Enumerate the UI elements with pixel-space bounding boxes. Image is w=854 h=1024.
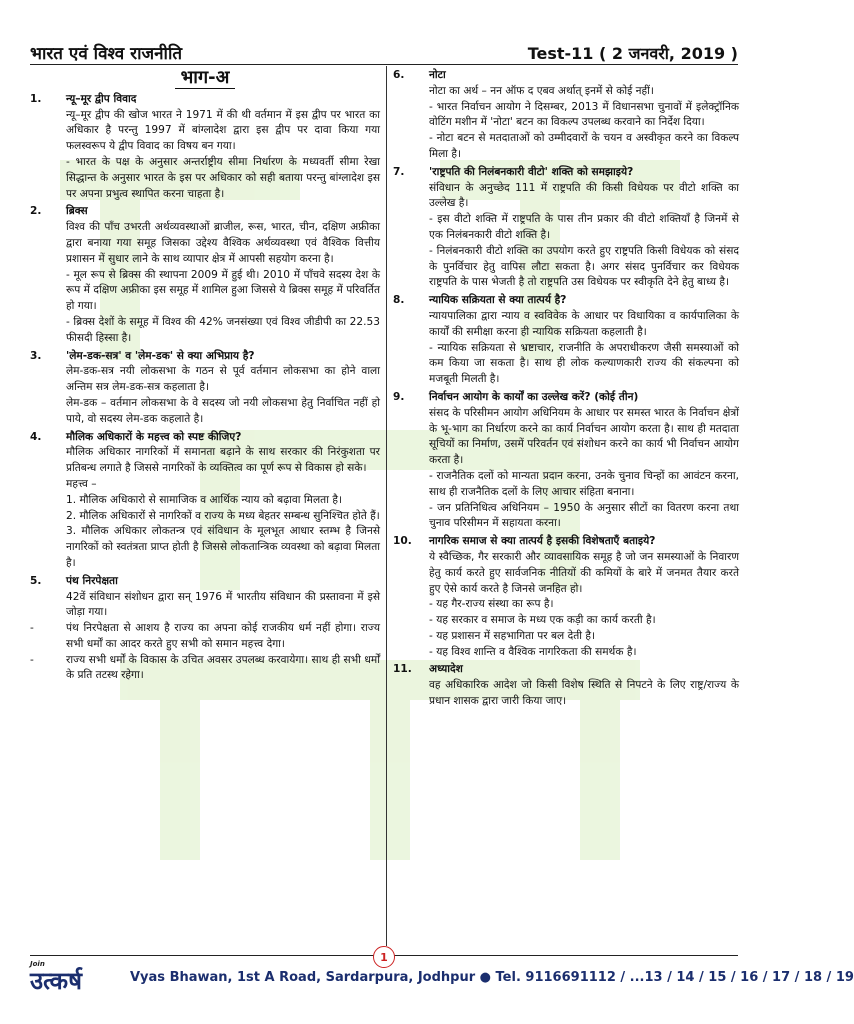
question-heading xyxy=(393,662,739,678)
answer-paragraph: ये स्वैच्छिक, गैर सरकारी और व्यावसायिक समूह है जो जन समस्याओं के निवारण हेतु कार्य करते हुए सार्वजनिक नीतियों की कमियों के बारे में जनमत तैयार करते हुए ऐसे कार्य करते है जिनसे जनहित हो। xyxy=(429,550,739,595)
question-number: 1. xyxy=(30,92,42,105)
answer-bullet-text: पंथ निरपेक्षता से आशय है राज्य का अपना कोई राजकीय धर्म नहीं होगा। राज्य सभी धर्मों का आदर करते हुए सभी को समान महत्त्व देगा। xyxy=(66,622,380,650)
question-section xyxy=(30,92,380,203)
question-number: 4. xyxy=(30,430,42,443)
question-number: 3. xyxy=(30,349,42,362)
brand-join-text: Join xyxy=(30,960,45,968)
answer-paragraph: - राजनैतिक दलों को मान्यता प्रदान करना, उनके चुनाव चिन्हों का आवंटन करना, साथ ही राजनैतिक दलों के लिए आचार संहिता बनाना। xyxy=(429,469,739,498)
answer-paragraph: - यह विश्व शान्ति व वैश्विक नागरिकता की समर्थक है। xyxy=(429,645,637,658)
contact-address: Vyas Bhawan, 1st A Road, Sardarpura, Jodhpur ● Tel. 9116691112 / ...13 / 14 / 15 / 16 / 17 / 18 / 19 xyxy=(130,970,854,985)
answer-paragraph: - यह प्रशासन में सहभागिता पर बल देती है। xyxy=(429,629,595,642)
answer-paragraph: 3. मौलिक अधिकार लोकतन्त्र एवं संविधान के मूलभूत आधार स्तम्भ है जिनसे नागरिकों को स्वतंत्रता प्राप्त होती है जिससे लोकतान्त्रिक व्यवस्था को बढ़ावा मिलता है। xyxy=(66,525,380,569)
question-section xyxy=(393,662,739,709)
question-number: 11. xyxy=(393,663,412,676)
left-column xyxy=(30,68,380,686)
question-title: नागरिक समाज से क्या तात्पर्य है इसकी विशेषताएँ बताइये? xyxy=(429,535,656,548)
question-section xyxy=(30,204,380,346)
question-section xyxy=(393,165,739,291)
answer-bullet: - राज्य सभी धर्मों के विकास के उचित अवसर उपलब्ध करवायेगा। साथ ही सभी धर्मों के प्रति तटस्थ रहेगा। xyxy=(30,653,380,685)
question-section xyxy=(30,349,380,428)
answer-paragraph: - नोटा बटन से मतदाताओं को उम्मीदवारों के चयन व अस्वीकृत करने का विकल्प मिला है। xyxy=(429,132,739,160)
question-section xyxy=(393,534,739,660)
answer-paragraph: 2. मौलिक अधिकारों से नागरिकों व राज्य के मध्य बेहतर सम्बन्ध सुनिश्चित होते हैं। xyxy=(66,509,380,522)
question-title: ब्रिक्स xyxy=(66,205,88,218)
answer-paragraph: - यह गैर-राज्य संस्था का रूप है। xyxy=(429,598,554,611)
question-heading xyxy=(30,430,380,446)
question-title: अध्यादेश xyxy=(429,663,463,676)
question-title: 'लेम-डक-सत्र' व 'लेम-डक' से क्या अभिप्राय है? xyxy=(66,349,255,362)
answer-paragraph: 1. मौलिक अधिकारो से सामाजिक व आर्थिक न्याय को बढ़ावा मिलता है। xyxy=(66,493,342,506)
question-section xyxy=(30,430,380,572)
answer-paragraph: - निलंबनकारी वीटो शक्ति का उपयोग करते हुए राष्ट्रपति किसी विधेयक को संसद के पुनर्विचार हेतु वापिस लौटा सकता है। अगर संसद पुनर्विचार कर विधेयक राष्ट्रपति के पास भेजती है तो राष्ट्रपति उस विधेयक पर स्वीकृति देने हेतु बाध्य है। xyxy=(429,244,739,289)
page-footer xyxy=(30,950,854,1001)
question-heading xyxy=(393,68,739,84)
brand-logo xyxy=(30,960,82,994)
question-heading xyxy=(393,390,739,406)
question-title: निर्वाचन आयोग के कार्यों का उल्लेख करें? (कोई तीन) xyxy=(429,390,639,403)
test-label: Test-11 ( 2 जनवरी, 2019 ) xyxy=(527,44,738,63)
answer-bullet: - पंथ निरपेक्षता से आशय है राज्य का अपना कोई राजकीय धर्म नहीं होगा। राज्य सभी धर्मों का आदर करते हुए सभी को समान महत्त्व देगा। xyxy=(30,621,380,653)
answer-paragraph: - न्यायिक सक्रियता से भ्रष्टाचार, राजनीति के अपराधीकरण जैसी समस्याओं को कम किया जा सकता है। साथ ही लोक कल्याणकारी राज्य की संकल्पना को मजबूती मिलती है। xyxy=(429,341,739,386)
answer-paragraph: नोटा का अर्थ – नन ऑफ द एबव अर्थात् इनमें से कोई नहीं। xyxy=(429,84,654,97)
question-heading xyxy=(393,165,739,181)
question-number: 10. xyxy=(393,535,412,548)
column-divider xyxy=(386,66,387,946)
answer-paragraph: - भारत के पक्ष के अनुसार अन्तर्राष्ट्रीय सीमा निर्धारण के मध्यवर्ती सीमा रेखा सिद्धान्त के अनुसार भारत के इस पर अधिकार को सही बताया परन्तु बांग्लादेश इस पर अपना प्रभुत्व स्थापित करना चाहता है। xyxy=(66,155,380,200)
answer-paragraph: - जन प्रतिनिधित्व अधिनियम – 1950 के अनुसार सीटों का वितरण करना तथा चुनाव परिसीमन में सहायता करना। xyxy=(429,501,739,530)
question-title: पंथ निरपेक्षता xyxy=(66,574,118,587)
question-number: 9. xyxy=(393,390,405,403)
question-number: 5. xyxy=(30,574,42,587)
question-title: मौलिक अधिकारों के महत्त्व को स्पष्ट कीजिए? xyxy=(66,430,242,443)
question-number: 7. xyxy=(393,165,405,178)
part-title: भाग-अ xyxy=(30,70,380,86)
answer-paragraph: संसद के परिसीमन आयोग अधिनियम के आधार पर समस्त भारत के निर्वाचन क्षेत्रों के भू-भाग का निर्धारण करने का कार्य निर्वाचन आयोग करता है। साथ ही मतदाता सूचियों का निर्माण, उसमें परिवर्तन एवं संशोधन करने का कार्य भी निर्वाचन आयोग करता है। xyxy=(429,406,739,467)
answer-paragraph: लेम-डक – वर्तमान लोकसभा के वे सदस्य जो नयी लोकसभा हेतु निर्वाचित नहीं हो पाये, वो सदस्य लेम-डक कहलाते है। xyxy=(66,396,380,425)
question-section xyxy=(30,574,380,685)
answer-paragraph: विश्व की पाँच उभरती अर्थव्यवस्थाओं ब्राजील, रूस, भारत, चीन, दक्षिण अफ्रीका द्वारा बनाया गया समूह जिसका उद्देश्य वैश्विक अर्थव्यवस्था एवं वैश्विक वित्तीय प्रशासन में सुधार लाने के साथ व्यापार क्षेत्र में आपसी सहयोग करना है। xyxy=(66,221,380,265)
page-number: 1 xyxy=(373,946,395,968)
question-title: न्यायिक सक्रियता से क्या तात्पर्य है? xyxy=(429,294,567,307)
answer-paragraph: न्यू–मूर द्वीप की खोज भारत ने 1971 में की थी वर्तमान में इस द्वीप पर भारत का अधिकार है परन्तु 1997 में बांग्लादेश द्वारा इस द्वीप पर दावा किया गया फलस्वरूप ये द्वीप विवाद का विषय बन गया। xyxy=(66,108,380,153)
question-heading xyxy=(30,349,380,365)
question-title: 'राष्ट्रपति की निलंबनकारी वीटो' शक्ति को समझाइये? xyxy=(429,165,634,178)
answer-paragraph: न्यायपालिका द्वारा न्याय व स्वविवेक के आधार पर विधायिका व कार्यपालिका के कार्यों की समीक्षा करना ही न्यायिक सक्रियता कहलाती है। xyxy=(429,309,739,338)
question-heading xyxy=(30,92,380,108)
answer-paragraph: - मूल रूप से ब्रिक्स की स्थापना 2009 में हुई थी। 2010 में पाँचवे सदस्य देश के रूप में दक्षिण अफ्रीका इस समूह में शामिल हुआ जिससे ये ब्रिक्स समूह में परिवर्तित हो गया। xyxy=(66,268,380,313)
answer-paragraph: 42वें संविधान संशोधन द्वारा सन् 1976 में भारतीय संविधान की प्रस्तावना में इसे जोड़ा गया। xyxy=(66,590,380,619)
question-section xyxy=(393,68,739,163)
right-column xyxy=(393,68,739,712)
question-number: 2. xyxy=(30,205,42,218)
question-section xyxy=(393,293,739,388)
answer-paragraph: लेम-डक-सत्र नयी लोकसभा के गठन से पूर्व वर्तमान लोकसभा का होने वाला अन्तिम सत्र लेम-डक-सत्र कहलाता है। xyxy=(66,365,380,394)
question-number: 8. xyxy=(393,294,405,307)
answer-paragraph: - ब्रिक्स देशों के समूह में विश्व की 42% जनसंख्या एवं विश्व जीडीपी का 22.53 फीसदी हिस्सा है। xyxy=(66,315,380,344)
question-number: 6. xyxy=(393,69,405,81)
question-heading xyxy=(30,204,380,220)
question-heading xyxy=(393,293,739,309)
answer-paragraph: - यह सरकार व समाज के मध्य एक कड़ी का कार्य करती है। xyxy=(429,614,656,627)
answer-paragraph: महत्त्व – xyxy=(66,477,97,490)
brand-name: उत्कर्ष xyxy=(30,967,82,995)
page-header xyxy=(30,30,738,65)
answer-bullet-text: राज्य सभी धर्मों के विकास के उचित अवसर उपलब्ध करवायेगा। साथ ही सभी धर्मों के प्रति तटस्थ रहेगा। xyxy=(66,653,380,682)
subject-title: भारत एवं विश्व राजनीति xyxy=(30,44,183,64)
question-heading xyxy=(30,574,380,590)
answer-paragraph: - भारत निर्वाचन आयोग ने दिसम्बर, 2013 में विधानसभा चुनावों में इलेक्ट्रॉनिक वोटिंग मशीन में 'नोटा' बटन का विकल्प उपलब्ध करवाने का निर्देश दिया। xyxy=(429,100,739,129)
question-title: न्यू–मूर द्वीप विवाद xyxy=(66,92,137,105)
question-title: नोटा xyxy=(429,69,446,81)
answer-paragraph: - इस वीटो शक्ति में राष्ट्रपति के पास तीन प्रकार की वीटो शक्तियाँ है जिनमें से एक निलंबनकारी वीटो शक्ति है। xyxy=(429,213,739,241)
question-heading xyxy=(393,534,739,550)
answer-paragraph: संविधान के अनुच्छेद 111 में राष्ट्रपति की किसी विधेयक पर वीटो शक्ति का उल्लेख है। xyxy=(429,181,739,210)
answer-paragraph: मौलिक अधिकार नागरिकों में समानता बढ़ाने के साथ सरकार की निरंकुशता पर प्रतिबन्ध लगाते है जिससे नागरिकों के व्यक्तित्व का पूर्ण रूप से विकास हो सके। xyxy=(66,446,380,475)
answer-paragraph: वह अधिकारिक आदेश जो किसी विशेष स्थिति से निपटने के लिए राष्ट्र/राज्य के प्रधान शासक द्वारा जारी किया जाए। xyxy=(429,679,739,708)
question-section xyxy=(393,390,739,532)
